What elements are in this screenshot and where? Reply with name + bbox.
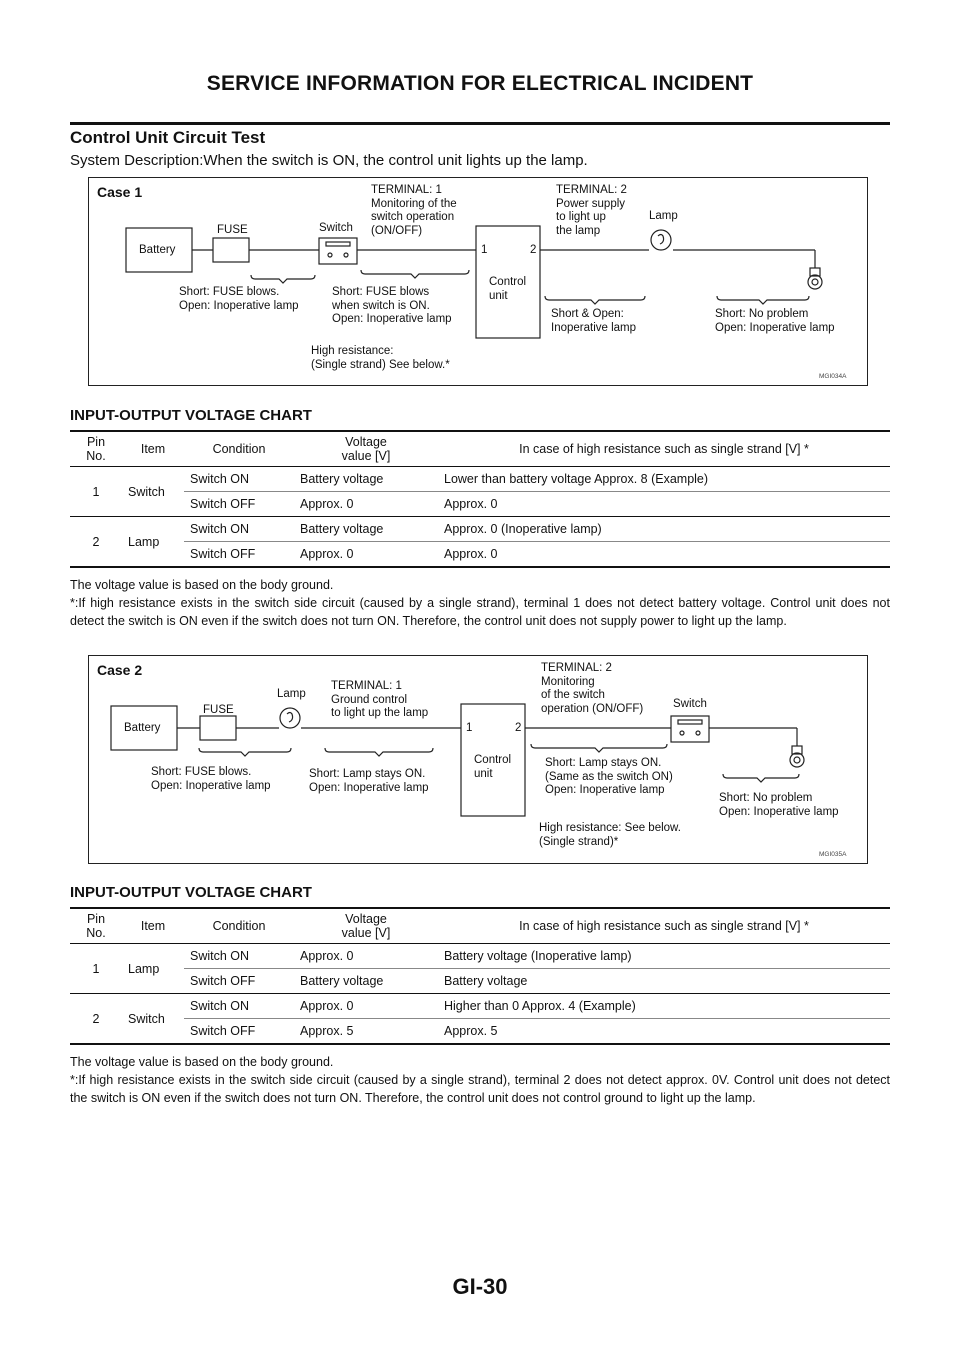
page-number: GI-30 bbox=[452, 1274, 508, 1299]
table1-condition: Switch OFF bbox=[184, 492, 294, 517]
table2 bbox=[70, 907, 890, 1045]
table2-high: Higher than 0 Approx. 4 (Example) bbox=[438, 994, 890, 1019]
table2-voltage: Battery voltage bbox=[294, 969, 438, 994]
case2-note-lamp: Short: Lamp stays ON. Open: Inoperative lamp bbox=[309, 768, 429, 794]
table-row bbox=[70, 969, 890, 994]
table1-high: Approx. 0 bbox=[438, 492, 890, 517]
case1-ground-symbol bbox=[808, 275, 822, 289]
case1-switch-label: Switch bbox=[319, 222, 353, 234]
case2-pin2: 2 bbox=[515, 722, 522, 734]
table1-item: Switch bbox=[122, 467, 184, 517]
case2-note-switch: Short: Lamp stays ON. (Same as the switch ON) Open: Inoperative lamp bbox=[545, 757, 673, 796]
section-title: Control Unit Circuit Test bbox=[70, 128, 266, 147]
table2-note-resistance: *:If high resistance exists in the switch side circuit (caused by a single strand), terminal 2 does not detect approx. 0V. Control unit does not detect the switch is ON even if the switch does not turn ON. Therefore, the control unit does not control ground to light up the lamp. bbox=[70, 1073, 890, 1105]
table2-high: Battery voltage (Inoperative lamp) bbox=[438, 944, 890, 969]
case2-label: Case 2 bbox=[97, 662, 143, 678]
case2-note-fuse: Short: FUSE blows. Open: Inoperative lamp bbox=[151, 766, 271, 792]
case2-fuse-box bbox=[200, 716, 236, 740]
table-row bbox=[70, 467, 890, 492]
header-rule bbox=[70, 122, 890, 125]
case2-control-unit-label: Control unit bbox=[474, 754, 512, 780]
table2-condition: Switch ON bbox=[184, 994, 294, 1019]
table-row bbox=[70, 492, 890, 517]
case1-pin2: 2 bbox=[530, 244, 537, 256]
table2-item: Switch bbox=[128, 1011, 165, 1026]
case1-terminal2-text: TERMINAL: 2 Power supply to light up the lamp bbox=[556, 184, 627, 237]
case1-circuit-lines bbox=[89, 178, 866, 384]
case2-ground-symbol bbox=[790, 753, 804, 767]
table1-header-row bbox=[70, 431, 890, 467]
system-description: System Description:When the switch is ON, the control unit lights up the lamp. bbox=[70, 152, 588, 169]
case1-pin1: 1 bbox=[481, 244, 488, 256]
case2-terminal2-text: TERMINAL: 2 Monitoring of the switch operation (ON/OFF) bbox=[541, 662, 644, 715]
case1-lamp-label: Lamp bbox=[649, 210, 678, 222]
table2-note-ground: The voltage value is based on the body ground. bbox=[70, 1055, 334, 1069]
table2-header-item: Item bbox=[122, 908, 184, 944]
table1-condition: Switch ON bbox=[184, 467, 294, 492]
table2-voltage: Approx. 0 bbox=[294, 944, 438, 969]
table2-condition: Switch OFF bbox=[190, 1024, 256, 1038]
table1-condition: Switch ON bbox=[184, 517, 294, 542]
case1-fuse-box bbox=[213, 238, 249, 262]
table1-voltage: Approx. 0 bbox=[300, 547, 354, 561]
case1-fuse-label: FUSE bbox=[217, 224, 248, 236]
table2-header-pin: Pin No. bbox=[70, 908, 122, 944]
table2-pin: 2 bbox=[92, 1011, 100, 1026]
table-row bbox=[70, 542, 890, 568]
case1-figure-code: MGI034A bbox=[819, 373, 847, 380]
case2-note-resistance: High resistance: See below. (Single strand)* bbox=[539, 822, 681, 848]
table1-title: INPUT-OUTPUT VOLTAGE CHART bbox=[70, 407, 312, 424]
case1-note-ground: Short: No problem Open: Inoperative lamp bbox=[715, 308, 835, 334]
case1-lamp-symbol bbox=[651, 230, 671, 250]
table1-header-high: In case of high resistance such as single strand [V] * bbox=[438, 431, 890, 467]
table1-high: Approx. 0 bbox=[444, 547, 498, 561]
table2-voltage: Approx. 0 bbox=[294, 994, 438, 1019]
case2-pin1: 1 bbox=[466, 722, 473, 734]
case1-note-lamp: Short & Open: Inoperative lamp bbox=[551, 308, 637, 334]
table1-pin: 2 bbox=[92, 534, 100, 549]
table2-header-voltage: Voltage value [V] bbox=[294, 908, 438, 944]
table2-item: Lamp bbox=[122, 944, 184, 994]
table2-voltage: Approx. 5 bbox=[300, 1024, 354, 1038]
table1-voltage: Approx. 0 bbox=[294, 492, 438, 517]
case2-note-ground: Short: No problem Open: Inoperative lamp bbox=[719, 792, 839, 818]
table1-note-ground: The voltage value is based on the body ground. bbox=[70, 578, 334, 592]
table1-item: Lamp bbox=[128, 534, 160, 549]
table2-header-row bbox=[70, 908, 890, 944]
table1 bbox=[70, 430, 890, 568]
table1-header-item: Item bbox=[122, 431, 184, 467]
case1-control-unit-label: Control unit bbox=[489, 276, 527, 302]
case2-terminal1-text: TERMINAL: 1 Ground control to light up the lamp bbox=[331, 680, 429, 719]
table2-high: Battery voltage bbox=[438, 969, 890, 994]
table1-header-condition: Condition bbox=[184, 431, 294, 467]
case1-battery-label: Battery bbox=[139, 244, 176, 256]
table2-header-high: In case of high resistance such as single strand [V] * bbox=[438, 908, 890, 944]
table2-condition: Switch OFF bbox=[184, 969, 294, 994]
case1-note-fuse: Short: FUSE blows. Open: Inoperative lamp bbox=[179, 286, 299, 312]
table-row bbox=[70, 1019, 890, 1045]
page-header-title: SERVICE INFORMATION FOR ELECTRICAL INCIDENT bbox=[206, 72, 754, 95]
table1-condition: Switch OFF bbox=[190, 547, 256, 561]
table-row bbox=[70, 944, 890, 969]
case1-terminal1-text: TERMINAL: 1 Monitoring of the switch operation (ON/OFF) bbox=[371, 184, 457, 237]
table2-pin: 1 bbox=[70, 944, 122, 994]
case2-lamp-symbol bbox=[280, 708, 300, 728]
table2-high: Approx. 5 bbox=[444, 1024, 498, 1038]
case2-diagram bbox=[88, 655, 868, 864]
table1-voltage: Battery voltage bbox=[294, 467, 438, 492]
table1-header-voltage: Voltage value [V] bbox=[294, 431, 438, 467]
table1-high: Approx. 0 (Inoperative lamp) bbox=[438, 517, 890, 542]
table-row bbox=[70, 994, 890, 1019]
table1-note-resistance: *:If high resistance exists in the switch side circuit (caused by a single strand), terminal 1 does not detect battery voltage. Control unit does not detect the switch is ON even if the switch does not turn ON. Therefore, the control unit does not supply power to light up the lamp. bbox=[70, 596, 890, 628]
table1-voltage: Battery voltage bbox=[294, 517, 438, 542]
case1-label: Case 1 bbox=[97, 184, 143, 200]
table1-high: Lower than battery voltage Approx. 8 (Example) bbox=[438, 467, 890, 492]
case2-figure-code: MGI035A bbox=[819, 851, 847, 858]
case2-switch-label: Switch bbox=[673, 698, 707, 710]
table1-header-pin: Pin No. bbox=[70, 431, 122, 467]
case1-note-switch: Short: FUSE blows when switch is ON. Open: Inoperative lamp bbox=[332, 286, 452, 325]
table2-header-condition: Condition bbox=[184, 908, 294, 944]
table2-title: INPUT-OUTPUT VOLTAGE CHART bbox=[70, 884, 312, 901]
table1-pin: 1 bbox=[70, 467, 122, 517]
table2-condition: Switch ON bbox=[184, 944, 294, 969]
case2-fuse-label: FUSE bbox=[203, 704, 234, 716]
table-row bbox=[70, 517, 890, 542]
case2-lamp-label: Lamp bbox=[277, 688, 306, 700]
case1-note-resistance: High resistance: (Single strand) See below.* bbox=[311, 345, 450, 371]
case1-diagram bbox=[88, 177, 868, 386]
case2-battery-label: Battery bbox=[124, 722, 161, 734]
